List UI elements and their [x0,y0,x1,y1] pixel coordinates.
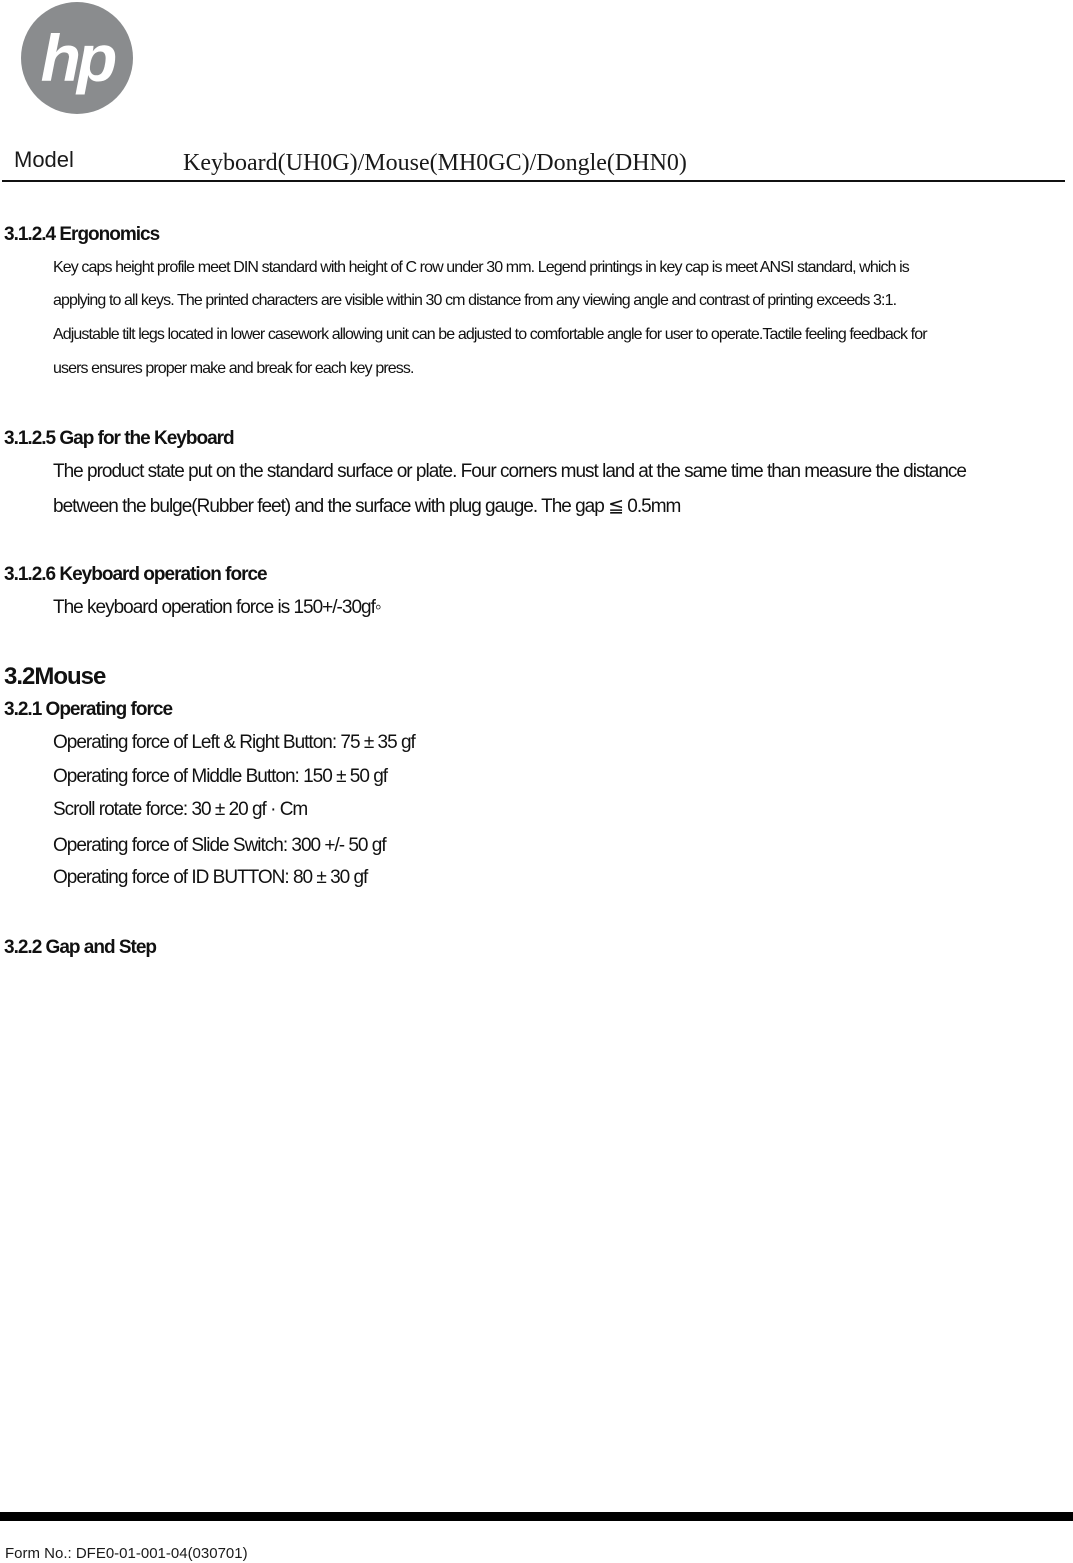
section-heading-ergonomics: 3.1.2.4 Ergonomics [4,224,160,245]
mouse-force-line: Operating force of Slide Switch: 300 +/- 50 gf [53,835,386,856]
gap-keyboard-line: between the bulge(Rubber feet) and the surface with plug gauge. The gap ≦ 0.5mm [53,496,681,517]
model-value: Keyboard(UH0G)/Mouse(MH0GC)/Dongle(DHN0) [183,150,687,176]
section-heading-mouse-operating-force: 3.2.1 Operating force [4,699,173,720]
header-divider [2,180,1065,182]
ergonomics-line: users ensures proper make and break for each key press. [53,360,414,377]
mouse-force-line: Operating force of Left & Right Button: 75 ± 35 gf [53,732,415,753]
mouse-force-line: Operating force of ID BUTTON: 80 ± 30 gf [53,867,368,888]
ergonomics-line: Key caps height profile meet DIN standard with height of C row under 30 mm. Legend printings in key cap is meet ANSI standard, which is [53,259,909,276]
ergonomics-line: Adjustable tilt legs located in lower casework allowing unit can be adjusted to comfortable angle for user to operate.Tactile feeling feedback for [53,326,927,343]
logo-text: hp [40,21,114,95]
section-heading-mouse: 3.2Mouse [4,663,106,690]
model-label: Model [14,147,74,172]
operation-force-line: The keyboard operation force is 150+/-30gf◦ [53,597,381,618]
gap-keyboard-line: The product state put on the standard surface or plate. Four corners must land at the same time than measure the distance [53,461,966,482]
mouse-force-line: Operating force of Middle Button: 150 ± 50 gf [53,766,388,787]
mouse-force-line: Scroll rotate force: 30 ± 20 gf · Cm [53,799,308,820]
hp-logo [20,1,134,115]
form-number: Form No.: DFE0-01-001-04(030701) [5,1545,248,1562]
section-heading-gap-step: 3.2.2 Gap and Step [4,937,156,958]
ergonomics-line: applying to all keys. The printed characters are visible within 30 cm distance from any viewing angle and contrast of printing exceeds 3:1. [53,292,897,309]
section-heading-gap-keyboard: 3.1.2.5 Gap for the Keyboard [4,428,234,449]
section-heading-operation-force: 3.1.2.6 Keyboard operation force [4,564,267,585]
footer-divider [0,1512,1073,1521]
